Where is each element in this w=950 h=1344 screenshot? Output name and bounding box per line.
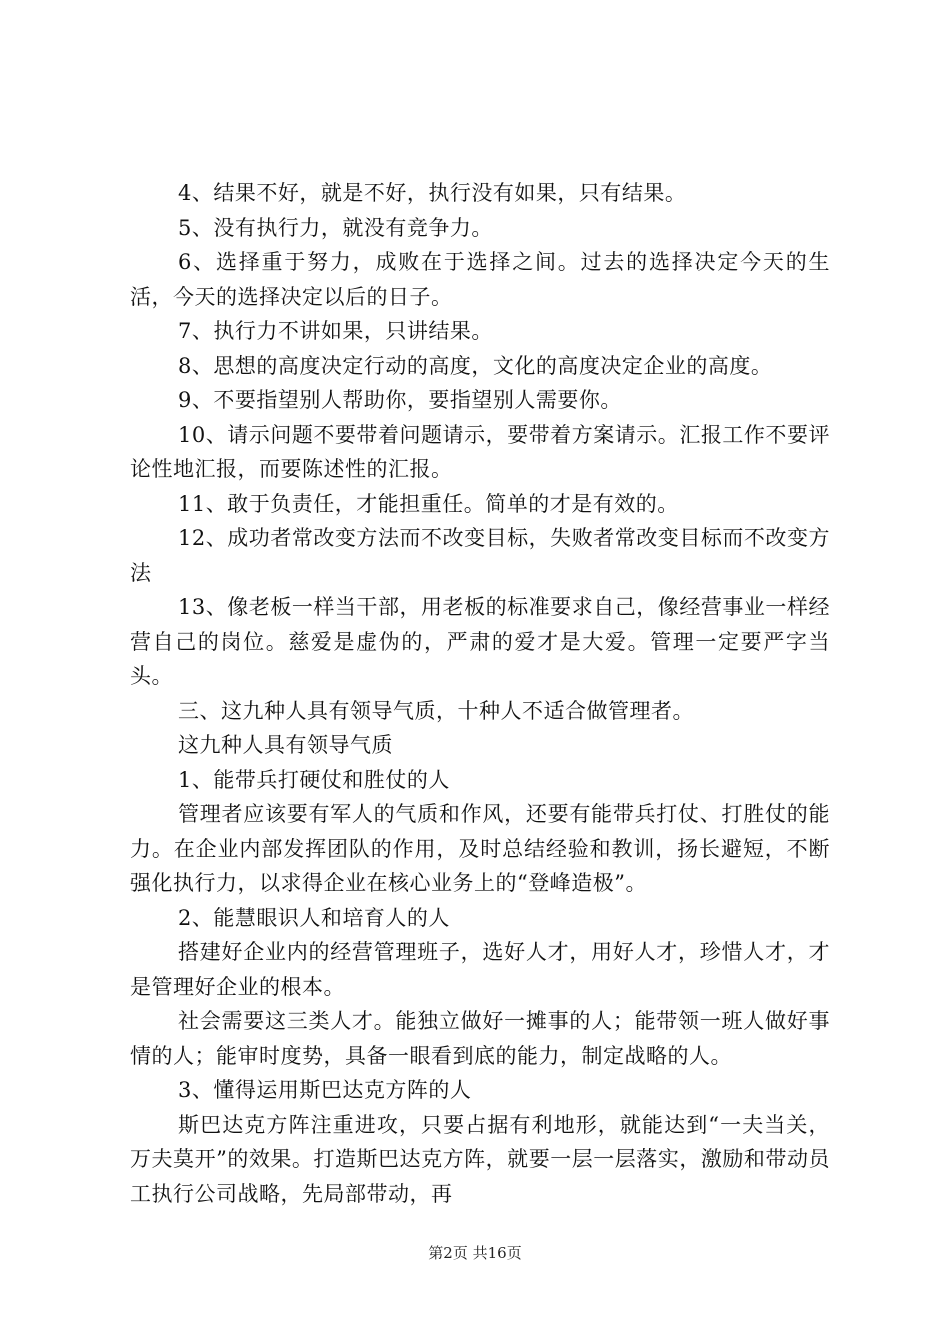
paragraph-item-8: 8、思想的高度决定行动的高度，文化的高度决定企业的高度。 [178, 353, 773, 378]
page-number-label: 第2页 共16页 [428, 1244, 522, 1262]
paragraph-item-4: 4、结果不好，就是不好，执行没有如果，只有结果。 [178, 181, 687, 205]
paragraph-item-7: 7、执行力不讲如果，只讲结果。 [178, 319, 493, 343]
point-body-3: 斯巴达克方阵注重进攻，只要占据有利地形，就能达到“一夫当关，万夫莫开”的效果。打造斯巴达克方阵，就要一层一层落实，激励和带动员工执行公司战略，先局部带动，再 [130, 1112, 830, 1206]
point-body-2a: 搭建好企业内的经营管理班子，选好人才，用好人才，珍惜人才，才是管理好企业的根本。 [130, 940, 830, 999]
subsection-heading: 这九种人具有领导气质 [178, 733, 393, 757]
paragraph-item-11: 11、敢于负责任，才能担重任。简单的才是有效的。 [178, 491, 679, 516]
section-heading-three: 三、这九种人具有领导气质，十种人不适合做管理者。 [178, 698, 694, 723]
paragraph-item-6: 6、选择重于努力，成败在于选择之间。过去的选择决定今天的生活，今天的选择决定以后的日子。 [130, 250, 830, 309]
paragraph-item-13: 13、像老板一样当干部，用老板的标准要求自己，像经营事业一样经营自己的岗位。慈爱是虚伪的，严肃的爱才是大爱。管理一定要严字当头。 [130, 595, 830, 688]
paragraph-item-5: 5、没有执行力，就没有竞争力。 [178, 215, 493, 240]
point-heading-2: 2、能慧眼识人和培育人的人 [178, 905, 450, 930]
point-body-2b: 社会需要这三类人才。能独立做好一摊事的人；能带领一班人做好事情的人；能审时度势，具备一眼看到底的能力，制定战略的人。 [130, 1009, 830, 1068]
paragraph-item-10: 10、请示问题不要带着问题请示，要带着方案请示。汇报工作不要评论性地汇报，而要陈述性的汇报。 [130, 422, 830, 481]
paragraph-item-12: 12、成功者常改变方法而不改变目标，失败者常改变目标而不改变方法 [130, 526, 830, 585]
point-heading-3: 3、懂得运用斯巴达克方阵的人 [178, 1078, 472, 1102]
page-footer [0, 1242, 950, 1263]
point-heading-1: 1、能带兵打硬仗和胜仗的人 [178, 767, 450, 792]
document-body [130, 176, 830, 1211]
paragraph-item-9: 9、不要指望别人帮助你，要指望别人需要你。 [178, 388, 622, 412]
point-body-1: 管理者应该要有军人的气质和作风，还要有能带兵打仗、打胜仗的能力。在企业内部发挥团队的作用，及时总结经验和教训，扬长避短，不断强化执行力，以求得企业在核心业务上的“登峰造极”。 [130, 802, 830, 895]
